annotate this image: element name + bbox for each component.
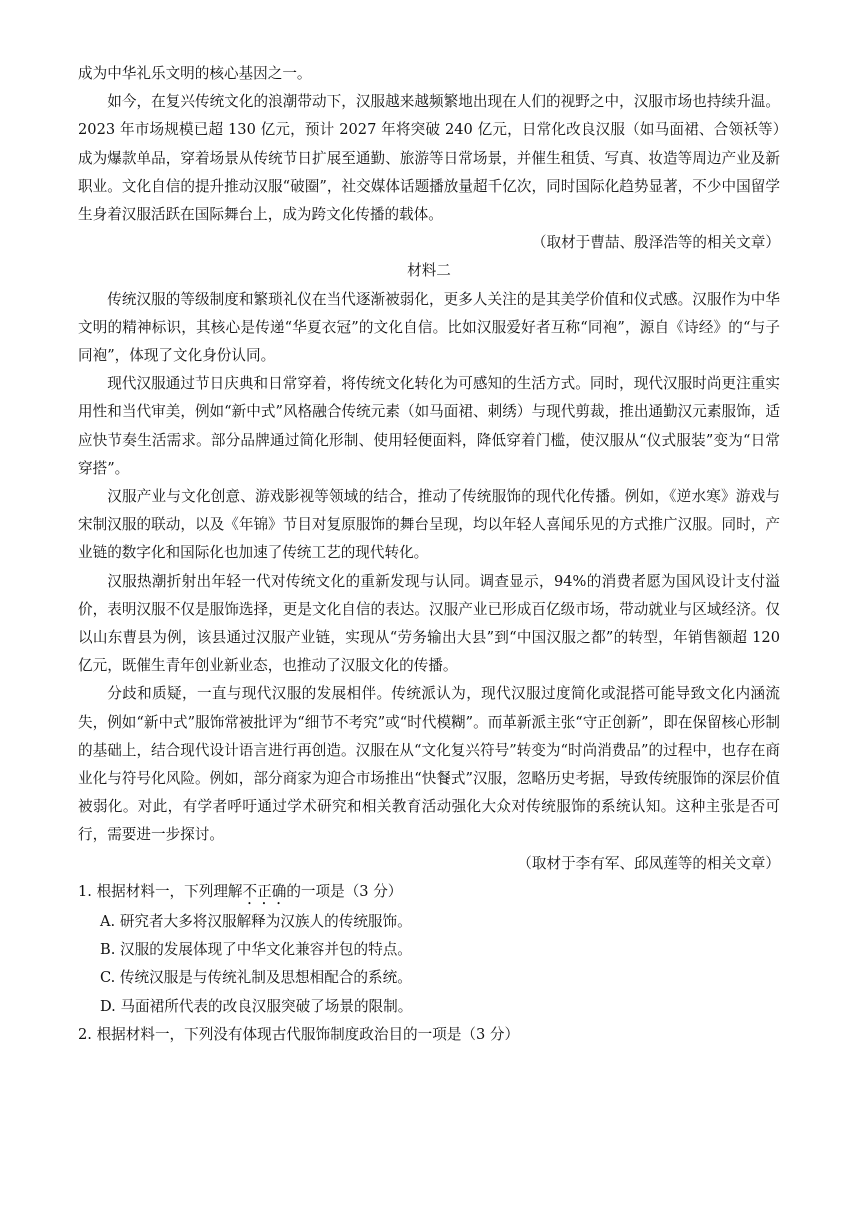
paragraph: 汉服产业与文化创意、游戏影视等领域的结合，推动了传统服饰的现代化传播。例如，《逆水寒》游戏与宋制汉服的联动，以及《年锦》节目对复原服饰的舞台呈现，均以年轻人喜闻乐见的方式推广汉服。同时，产业链的数字化和国际化也加速了传统工艺的现代转化。 bbox=[78, 488, 780, 562]
paragraph: 分歧和质疑，一直与现代汉服的发展相伴。传统派认为，现代汉服过度简化或混搭可能导致文化内涵流失，例如“新中式”服饰常被批评为“细节不考究”或“时代模糊”。而革新派主张“守正创新”，即在保留核心形制的基础上，结合现代设计语言进行再创造。汉服在从“文化复兴符号”转变为“时尚消费品”的过程中，也存在商业化与符号化风险。例如，部分商家为迎合市场推出“快餐式”汉服，忽略历史考据，导致传统服饰的深层价值被弱化。对此，有学者呼吁通过学术研究和相关教育活动强化大众对传统服饰的系统认知。这种主张是否可行，需要进一步探讨。 bbox=[78, 685, 780, 844]
paragraph: 现代汉服通过节日庆典和日常穿着，将传统文化转化为可感知的生活方式。同时，现代汉服时尚更注重实用性和当代审美，例如“新中式”风格融合传统元素（如马面裙、刺绣）与现代剪裁，推出通勤汉元素服饰，适应快节奏生活需求。部分品牌通过简化形制、使用轻便面料，降低穿着门槛，使汉服从“仪式服装”变为“日常穿搭”。 bbox=[78, 375, 780, 477]
question-stem: 2. 根据材料一，下列没有体现古代服饰制度政治目的一项是（3 分） bbox=[78, 1025, 520, 1043]
emphasis-text: 不正确 bbox=[242, 882, 287, 900]
paragraph: 汉服热潮折射出年轻一代对传统文化的重新发现与认同。调查显示，94%的消费者愿为国风设计支付溢价，表明汉服不仅是服饰选择，更是文化自信的表达。汉服产业已形成百亿级市场，带动就业与区域经济。仅以山东曹县为例，该县通过汉服产业链，实现从“劳务输出大县”到“中国汉服之都”的转型，年销售额超 120 亿元，既催生青年创业新业态，也推动了汉服文化的传播。 bbox=[78, 572, 780, 675]
paragraph: 成为中华礼乐文明的核心基因之一。 bbox=[78, 65, 312, 82]
question-stem-suffix: 的一项是（3 分） bbox=[286, 882, 403, 900]
option-c: C. 传统汉服是与传统礼制及思想相配合的系统。 bbox=[100, 969, 412, 987]
paragraph: 传统汉服的等级制度和繁琐礼仪在当代逐渐被弱化，更多人关注的是其美学价值和仪式感。汉服作为中华文明的精神标识，其核心是传递“华夏衣冠”的文化自信。比如汉服爱好者互称“同袍”，源自《诗经》的“与子同袍”，体现了文化身份认同。 bbox=[78, 290, 780, 365]
source-citation: （取材于李有军、邱凤莲等的相关文章） bbox=[517, 854, 780, 872]
option-b: B. 汉服的发展体现了中华文化兼容并包的特点。 bbox=[100, 941, 412, 959]
document-page bbox=[78, 60, 780, 1049]
paragraph: 如今，在复兴传统文化的浪潮带动下，汉服越来越频繁地出现在人们的视野之中，汉服市场也持续升温。2023 年市场规模已超 130 亿元，预计 2027 年将突破 240 亿元，日常化改良汉服（如马面裙、合领袄等）成为爆款单品，穿着场景从传统节日扩展至通勤、旅游等日常场景，并催生租赁、写真、妆造等周边产业及新职业。文化自信的提升推动汉服“破圈”，社交媒体话题播放量超千亿次，同时国际化趋势显著，不少中国留学生身着汉服活跃在国际舞台上，成为跨文化传播的载体。 bbox=[78, 93, 780, 224]
question-stem bbox=[78, 878, 780, 908]
question-stem-prefix: 1. 根据材料一，下列理解 bbox=[78, 882, 243, 900]
option-a: A. 研究者大多将汉服解释为汉族人的传统服饰。 bbox=[100, 912, 412, 930]
section-heading: 材料二 bbox=[407, 262, 451, 280]
option-d: D. 马面裙所代表的改良汉服突破了场景的限制。 bbox=[100, 997, 413, 1015]
source-citation: （取材于曹喆、殷泽浩等的相关文章） bbox=[531, 234, 780, 252]
